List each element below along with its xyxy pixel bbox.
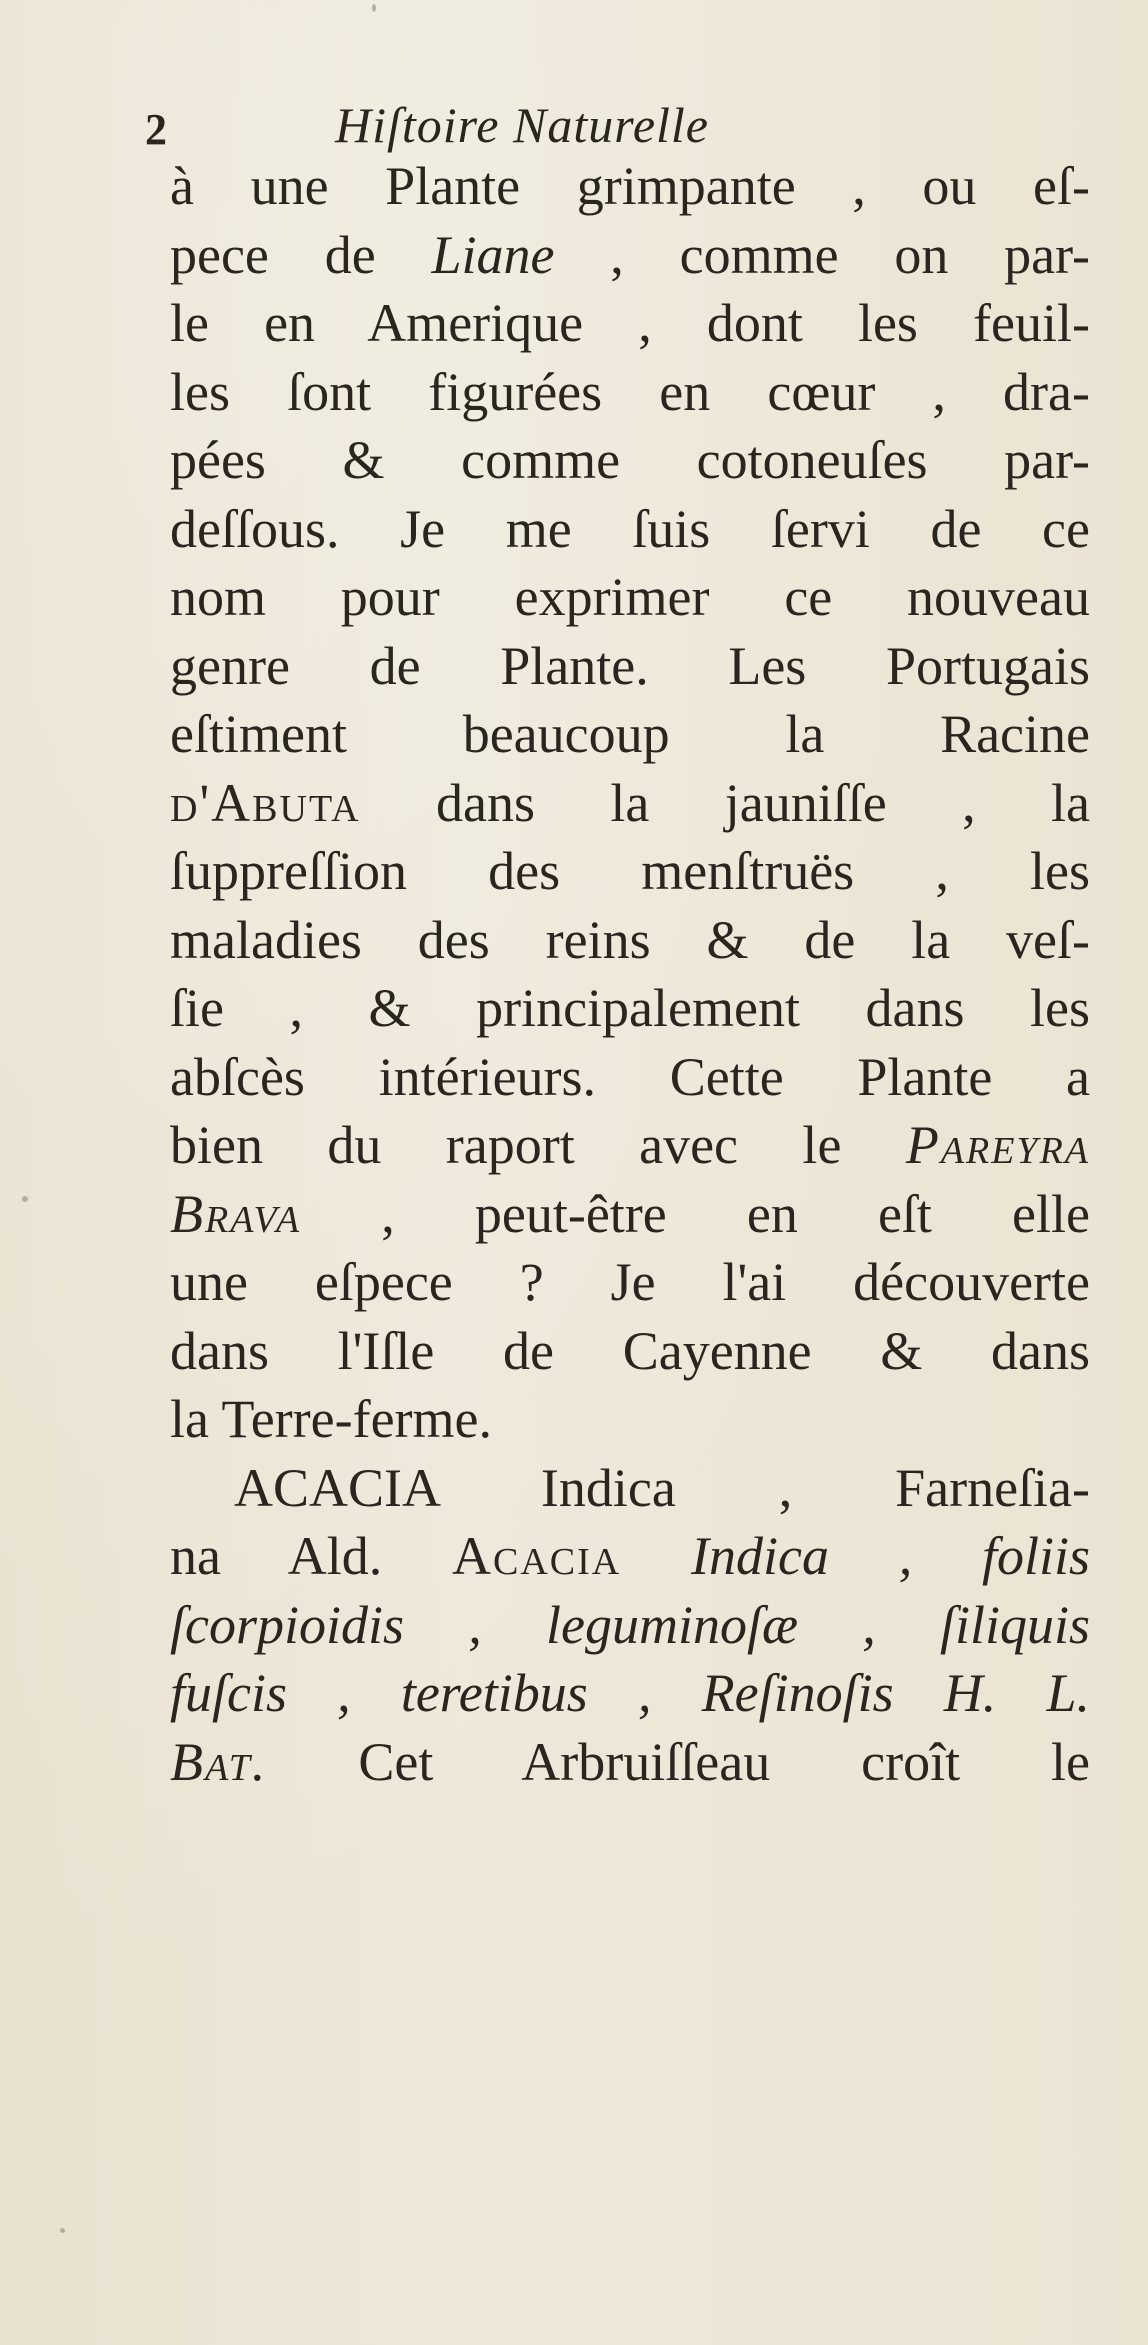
text-line-10 [170, 769, 1090, 838]
text-line-2 [170, 221, 1090, 290]
paper-fleck [60, 2228, 65, 2233]
text-line-4: les ſont figurées en cœur , dra- [170, 361, 1090, 422]
text-run: na Ald. [170, 1526, 453, 1586]
text-line-8: genre de Plante. Les Portugais [170, 635, 1090, 696]
paper-fleck [372, 4, 376, 12]
text-run-smallcaps: Acacia [452, 1526, 622, 1586]
text-run-italic: Liane [431, 224, 555, 285]
text-run-italic: Bat. [170, 1731, 268, 1792]
text-line-3: le en Amerique , dont les feuil- [170, 293, 1090, 353]
text-run: bien du raport avec le [170, 1115, 906, 1175]
text-run-italic: Brava [170, 1183, 302, 1244]
body-text [170, 152, 1090, 1796]
text-line-5: pées & comme cotoneuſes par- [170, 430, 1090, 490]
text-line-19: la Terre-ferme. [170, 1389, 492, 1449]
text-run: Cet Arbruiſſeau croît le [267, 1731, 1090, 1792]
text-run-italic: Pareyra [905, 1115, 1090, 1175]
running-head-title: Hiſtoire Naturelle [335, 97, 709, 153]
text-run-italic: Indica , foliis [621, 1526, 1090, 1586]
text-line-11: ſuppreſſion des menſtruës , les [170, 841, 1090, 901]
text-line-23: fuſcis , teretibus , Reſinoſis H. L. [170, 1663, 1090, 1723]
text-line-18: dans l'Iſle de Cayenne & dans [170, 1320, 1090, 1381]
text-line-22: ſcorpioidis , leguminoſæ , ſiliquis [170, 1594, 1090, 1655]
text-run: dans la jauniſſe , la [360, 772, 1090, 833]
text-line-9: eſtiment beaucoup la Racine [170, 704, 1090, 764]
text-run: , comme on par- [554, 224, 1091, 285]
text-line-17: une eſpece ? Je l'ai découverte [170, 1252, 1090, 1312]
text-line-16 [170, 1180, 1090, 1249]
text-line-6: deſſous. Je me ſuis ſervi de ce [170, 498, 1090, 559]
text-line-21 [170, 1522, 1090, 1591]
text-line-24 [170, 1728, 1090, 1797]
text-line-14: abſcès intérieurs. Cette Plante a [170, 1046, 1090, 1107]
text-line-7: nom pour exprimer ce nouveau [170, 567, 1090, 627]
text-line-15 [170, 1111, 1090, 1180]
text-run-smallcaps: d'Abuta [170, 772, 361, 833]
text-line-13: ſie , & principalement dans les [170, 978, 1090, 1038]
paper-fleck [22, 1196, 28, 1202]
text-line-1: à une Plante grimpante , ou eſ- [170, 156, 1090, 216]
text-run: , peut-être en eſt elle [301, 1183, 1090, 1244]
text-line-20: ACACIA Indica , Farneſia- [234, 1457, 1090, 1518]
page-number: 2 [145, 105, 167, 154]
text-run: pece de [170, 224, 432, 285]
text-line-12: maladies des reins & de la veſ- [170, 909, 1090, 970]
